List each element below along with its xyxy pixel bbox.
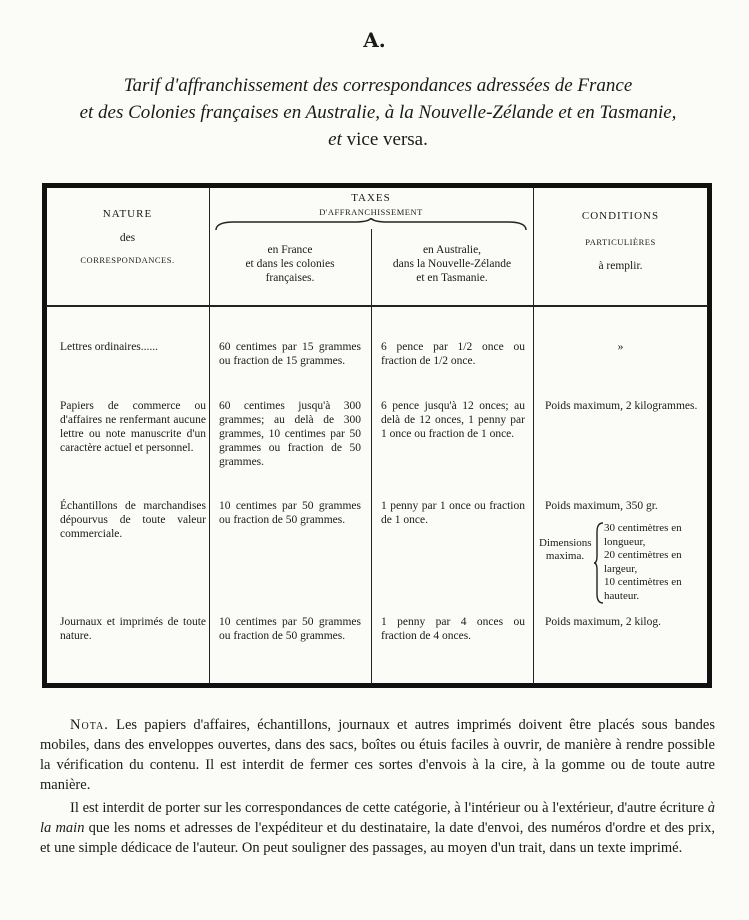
row3-dimension-height: 10 centimètres en hauteur.	[604, 576, 682, 602]
nota-paragraph-1	[40, 715, 715, 795]
header-divider	[46, 305, 708, 307]
col-divider-2	[371, 229, 372, 684]
nota-label: Nota.	[70, 717, 109, 733]
row4-nature: Journaux et imprimés de toute nature.	[60, 616, 206, 642]
row3-dimension-width: 20 centimètres en largeur,	[604, 549, 682, 575]
title-line-3-italic: et	[328, 129, 342, 150]
header-conditions-title: CONDITIONS	[581, 210, 660, 222]
nota-text-2-italic: à la main	[40, 800, 715, 836]
nota-text-1: Les papiers d'affaires, échantillons, journaux et autres imprimés doivent être placés sous bandes mobiles, dans des enveloppes ouvertes, dans des sacs, boîtes ou étuis faciles à ouvrir, de manière à rendre possible la vérification du contenu. Il est interdit de fermer ces sortes d'envois à la cire, à la gomme ou de toute autre manière.	[40, 717, 715, 793]
nota-text-2b: que les noms et adresses de l'expéditeur et du destinataire, la date d'envoi, des numéros d'ordre et des prix, et une simple dédicace de l'auteur. On peut souligner des passages, au moyen d'un trait, dans un texte imprimé.	[40, 820, 715, 856]
header-nature-corr: CORRESPONDANCES.	[80, 255, 175, 265]
row2-france: 60 centimes jusqu'à 300 grammes; au delà de 300 grammes, 10 centimes par 50 grammes ou fraction de 50 grammes.	[219, 400, 361, 468]
header-france-l2: et dans les colonies	[245, 258, 335, 270]
header-nature-title: NATURE	[102, 208, 153, 220]
row3-nature: Échantillons de marchandises dépourvus de toute valeur commerciale.	[60, 500, 206, 540]
header-france	[209, 243, 371, 285]
header-taxes	[209, 191, 533, 219]
title-line-3-roman: vice versa.	[346, 129, 428, 150]
section-letter: A.	[363, 28, 386, 52]
row4-france: 10 centimes par 50 grammes ou fraction de 50 grammes.	[219, 616, 361, 642]
row2-australia: 6 pence jusqu'à 12 onces; au delà de 12 onces, 1 penny par 1 once ou fraction de 1 once.	[381, 400, 525, 440]
nota-paragraph-2	[40, 798, 715, 858]
row3-dimension-length: 30 centimètres en longueur,	[604, 522, 682, 548]
header-conditions	[533, 209, 708, 273]
row2-conditions: Poids maximum, 2 kilogrammes.	[545, 400, 698, 412]
taxes-brace	[214, 218, 528, 232]
header-australia-l3: et en Tasmanie.	[416, 272, 488, 284]
header-france-l3: françaises.	[265, 272, 315, 284]
nota-text-2a: Il est interdit de porter sur les correspondances de cette catégorie, à l'intérieur ou à l'extérieur, d'autre écriture	[70, 800, 705, 816]
row1-australia: 6 pence par 1/2 once ou fraction de 1/2 once.	[381, 341, 525, 367]
header-taxes-title: TAXES	[351, 192, 391, 204]
row3-australia: 1 penny par 1 once ou fraction de 1 once.	[381, 500, 525, 526]
header-conditions-l3: à remplir.	[598, 260, 643, 272]
row1-conditions: »	[617, 341, 624, 353]
row2-nature: Papiers de commerce ou d'affaires ne renfermant aucune lettre ou note manuscrite d'un caractère actuel et personnel.	[60, 400, 206, 454]
header-australia-l2: dans la Nouvelle-Zélande	[392, 258, 512, 270]
header-france-l1: en France	[267, 244, 313, 256]
dimensions-brace	[594, 522, 604, 604]
header-australia-l1: en Australie,	[422, 244, 482, 256]
title-line-2: et des Colonies françaises en Australie, à la Nouvelle-Zélande et en Tasmanie,	[79, 102, 677, 123]
title-line-1: Tarif d'affranchissement des correspondances adressées de France	[123, 75, 633, 96]
header-nature	[46, 207, 209, 267]
row3-france: 10 centimes par 50 grammes ou fraction de 50 grammes.	[219, 500, 361, 526]
row1-france: 60 centimes par 15 grammes ou fraction de 15 grammes.	[219, 341, 361, 367]
row1-nature: Lettres ordinaires......	[60, 341, 159, 353]
row3-conditions: Poids maximum, 350 gr.	[545, 500, 658, 512]
header-nature-des: des	[119, 232, 136, 244]
tariff-table	[42, 183, 712, 688]
row3-dimensions	[604, 522, 708, 603]
header-conditions-sub: PARTICULIÈRES	[585, 237, 656, 247]
document-title	[28, 72, 728, 153]
row4-conditions: Poids maximum, 2 kilog.	[545, 616, 661, 628]
row4-australia: 1 penny par 4 onces ou fraction de 4 onces.	[381, 616, 525, 642]
header-australia	[371, 243, 533, 285]
row3-dimensions-label: Dimensions maxima.	[539, 537, 592, 562]
header-taxes-sub: D'AFFRANCHISSEMENT	[319, 207, 423, 217]
